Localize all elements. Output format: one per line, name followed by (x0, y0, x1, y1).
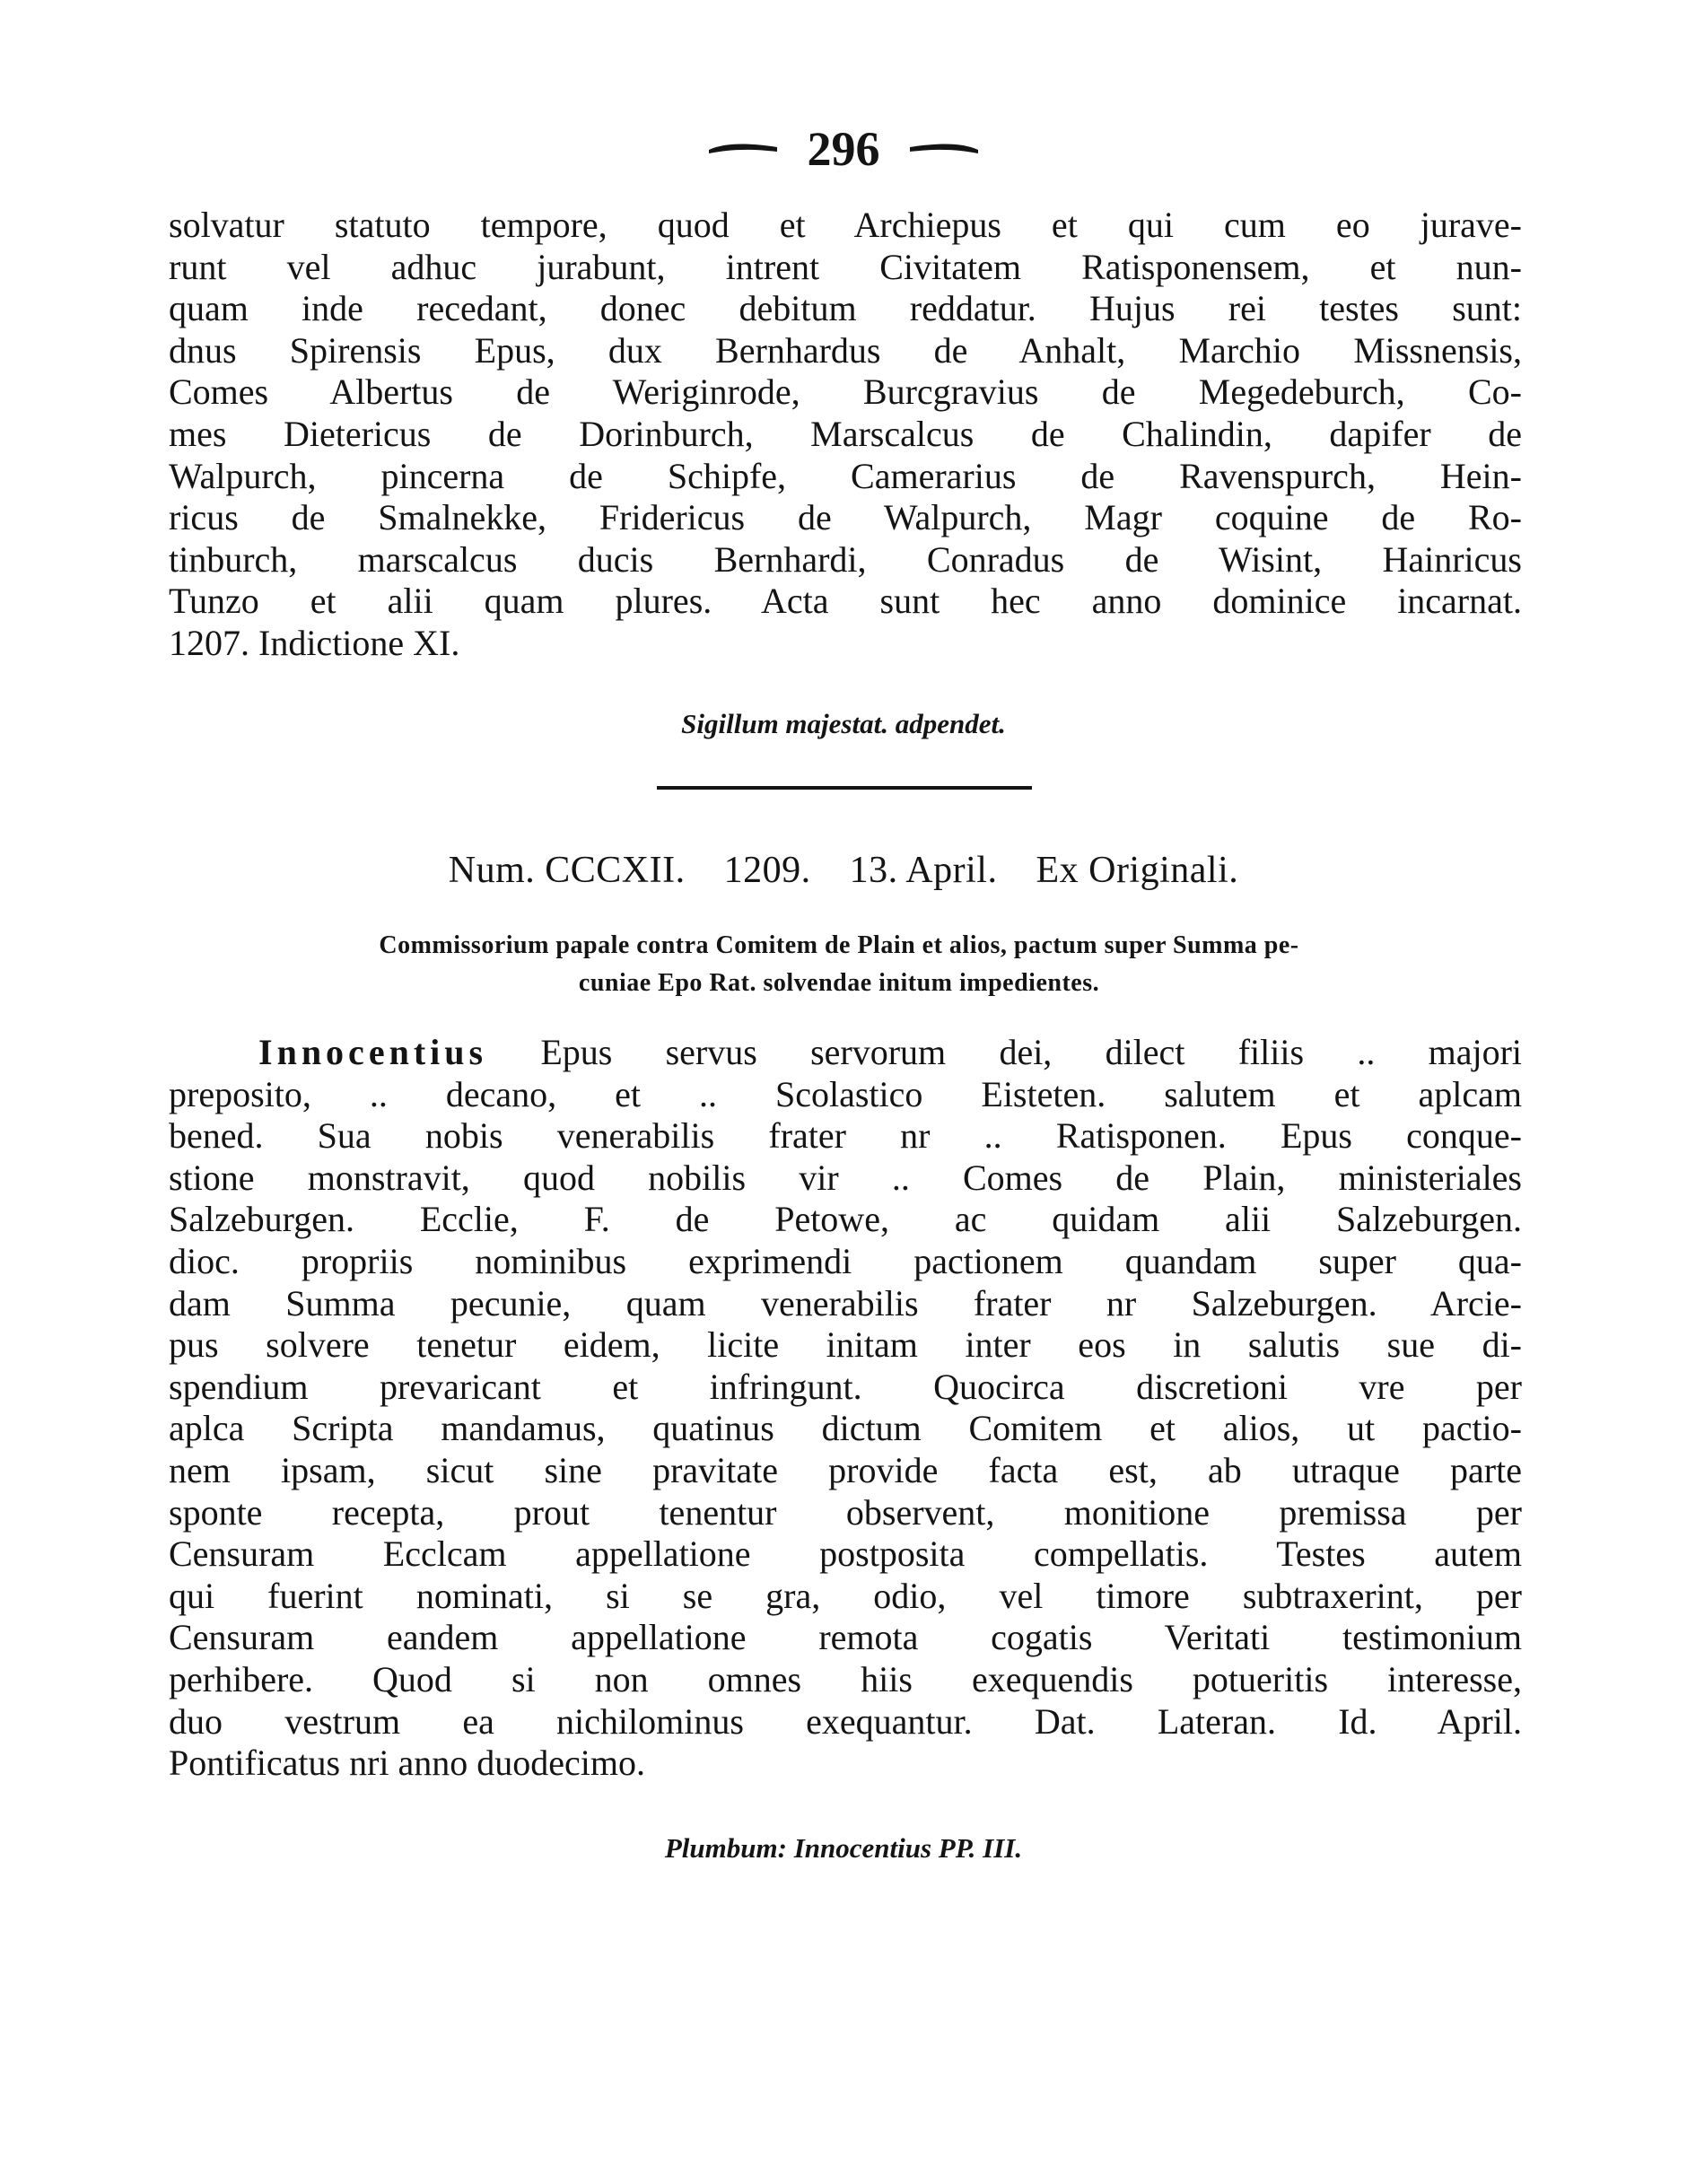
text-line: solvatur statuto tempore, quod et Archiepus et qui cum eo jurave- (169, 205, 1522, 245)
left-ornament-icon (707, 139, 779, 159)
preceding-charter-text (169, 205, 1522, 665)
text-line: aplca Scripta mandamus, quatinus dictum Comitem et alios, ut pactio- (169, 1408, 1522, 1449)
charter-year: 1209. (723, 850, 811, 891)
charter-body-text (169, 1032, 1522, 1785)
text-line: 1207. Indictione XI. (169, 622, 460, 663)
text-line: stione monstravit, quod nobilis vir .. Comes de Plain, ministeriales (169, 1157, 1522, 1198)
text-line: spendium prevaricant et infringunt. Quocirca discretioni vre per (169, 1366, 1522, 1407)
summary-line: cuniae Epo Rat. solvendae initum impedientes. (578, 969, 1100, 997)
text-line: dnus Spirensis Epus, dux Bernhardus de Anhalt, Marchio Missnensis, (169, 329, 1522, 371)
text-line (169, 1032, 1522, 1074)
text-line: dioc. propriis nominibus exprimendi pactionem quandam super qua- (169, 1240, 1522, 1281)
text-line: Pontificatus nri anno duodecimo. (169, 1743, 646, 1784)
text-line: perhibere. Quod si non omnes hiis exequendis potueritis interesse, (169, 1658, 1522, 1699)
charter-source: Ex Originali. (1036, 850, 1239, 891)
text-line: mes Dietericus de Dorinburch, Marscalcus de Chalindin, dapifer de (169, 413, 1522, 454)
text-line: nem ipsam, sicut sine pravitate provide facta est, ab utraque parte (169, 1449, 1522, 1490)
opening-word: Innocentius (258, 1032, 488, 1072)
text-line: Tunzo et alii quam plures. Acta sunt hec anno dominice incarnat. (169, 581, 1522, 622)
text-line: tinburch, marscalcus ducis Bernhardi, Conradus de Wisint, Hainricus (169, 538, 1522, 580)
text-line: preposito, .. decano, et .. Scolastico Eisteten. salutem et aplcam (169, 1073, 1522, 1114)
text-line: Comes Albertus de Weriginrode, Burcgravius de Megedeburch, Co- (169, 371, 1522, 413)
text-line: duo vestrum ea nichilominus exequantur. Dat. Lateran. Id. April. (169, 1700, 1522, 1742)
summary-line: Commissorium papale contra Comitem de Plain et alios, pactum super Summa pe- (379, 931, 1299, 959)
section-divider (657, 786, 1032, 790)
text-line: bened. Sua nobis venerabilis frater nr .. Ratisponen. Epus conque- (169, 1115, 1522, 1157)
text-line: quam inde recedant, donec debitum reddatur. Hujus rei testes sunt: (169, 288, 1522, 329)
text-line: qui fuerint nominati, si se gra, odio, vel timore subtraxerint, per (169, 1575, 1522, 1616)
text-line-rest: Epus servus servorum dei, dilect filiis .. majori (487, 1032, 1522, 1072)
text-line: sponte recepta, prout tenentur observent, monitione premissa per (169, 1491, 1522, 1533)
page-number: 296 (807, 121, 880, 176)
text-line: runt vel adhuc jurabunt, intrent Civitatem Ratisponensem, et nun- (169, 246, 1522, 287)
right-ornament-icon (908, 139, 980, 159)
text-line: ricus de Smalnekke, Fridericus de Walpurch, Magr coquine de Ro- (169, 497, 1522, 538)
text-line: dam Summa pecunie, quam venerabilis frater nr Salzeburgen. Arcie- (169, 1282, 1522, 1324)
charter-heading (0, 847, 1687, 894)
running-head (0, 117, 1687, 176)
charter-day: 13. April. (849, 850, 998, 891)
text-line: Censuram eandem appellatione remota cogatis Veritati testimonium (169, 1617, 1522, 1658)
charter-seal-note: Plumbum: Innocentius PP. III. (664, 1832, 1023, 1864)
preceding-seal-note: Sigillum majestat. adpendet. (681, 708, 1006, 739)
text-line: pus solvere tenetur eidem, licite initam inter eos in salutis sue di- (169, 1324, 1522, 1366)
charter-number: Num. CCCXII. (448, 850, 686, 891)
text-line: Censuram Ecclcam appellatione postposita compellatis. Testes autem (169, 1533, 1522, 1575)
charter-summary (162, 927, 1517, 1002)
text-line: Walpurch, pincerna de Schipfe, Camerarius de Ravenspurch, Hein- (169, 455, 1522, 496)
text-line: Salzeburgen. Ecclie, F. de Petowe, ac quidam alii Salzeburgen. (169, 1199, 1522, 1240)
